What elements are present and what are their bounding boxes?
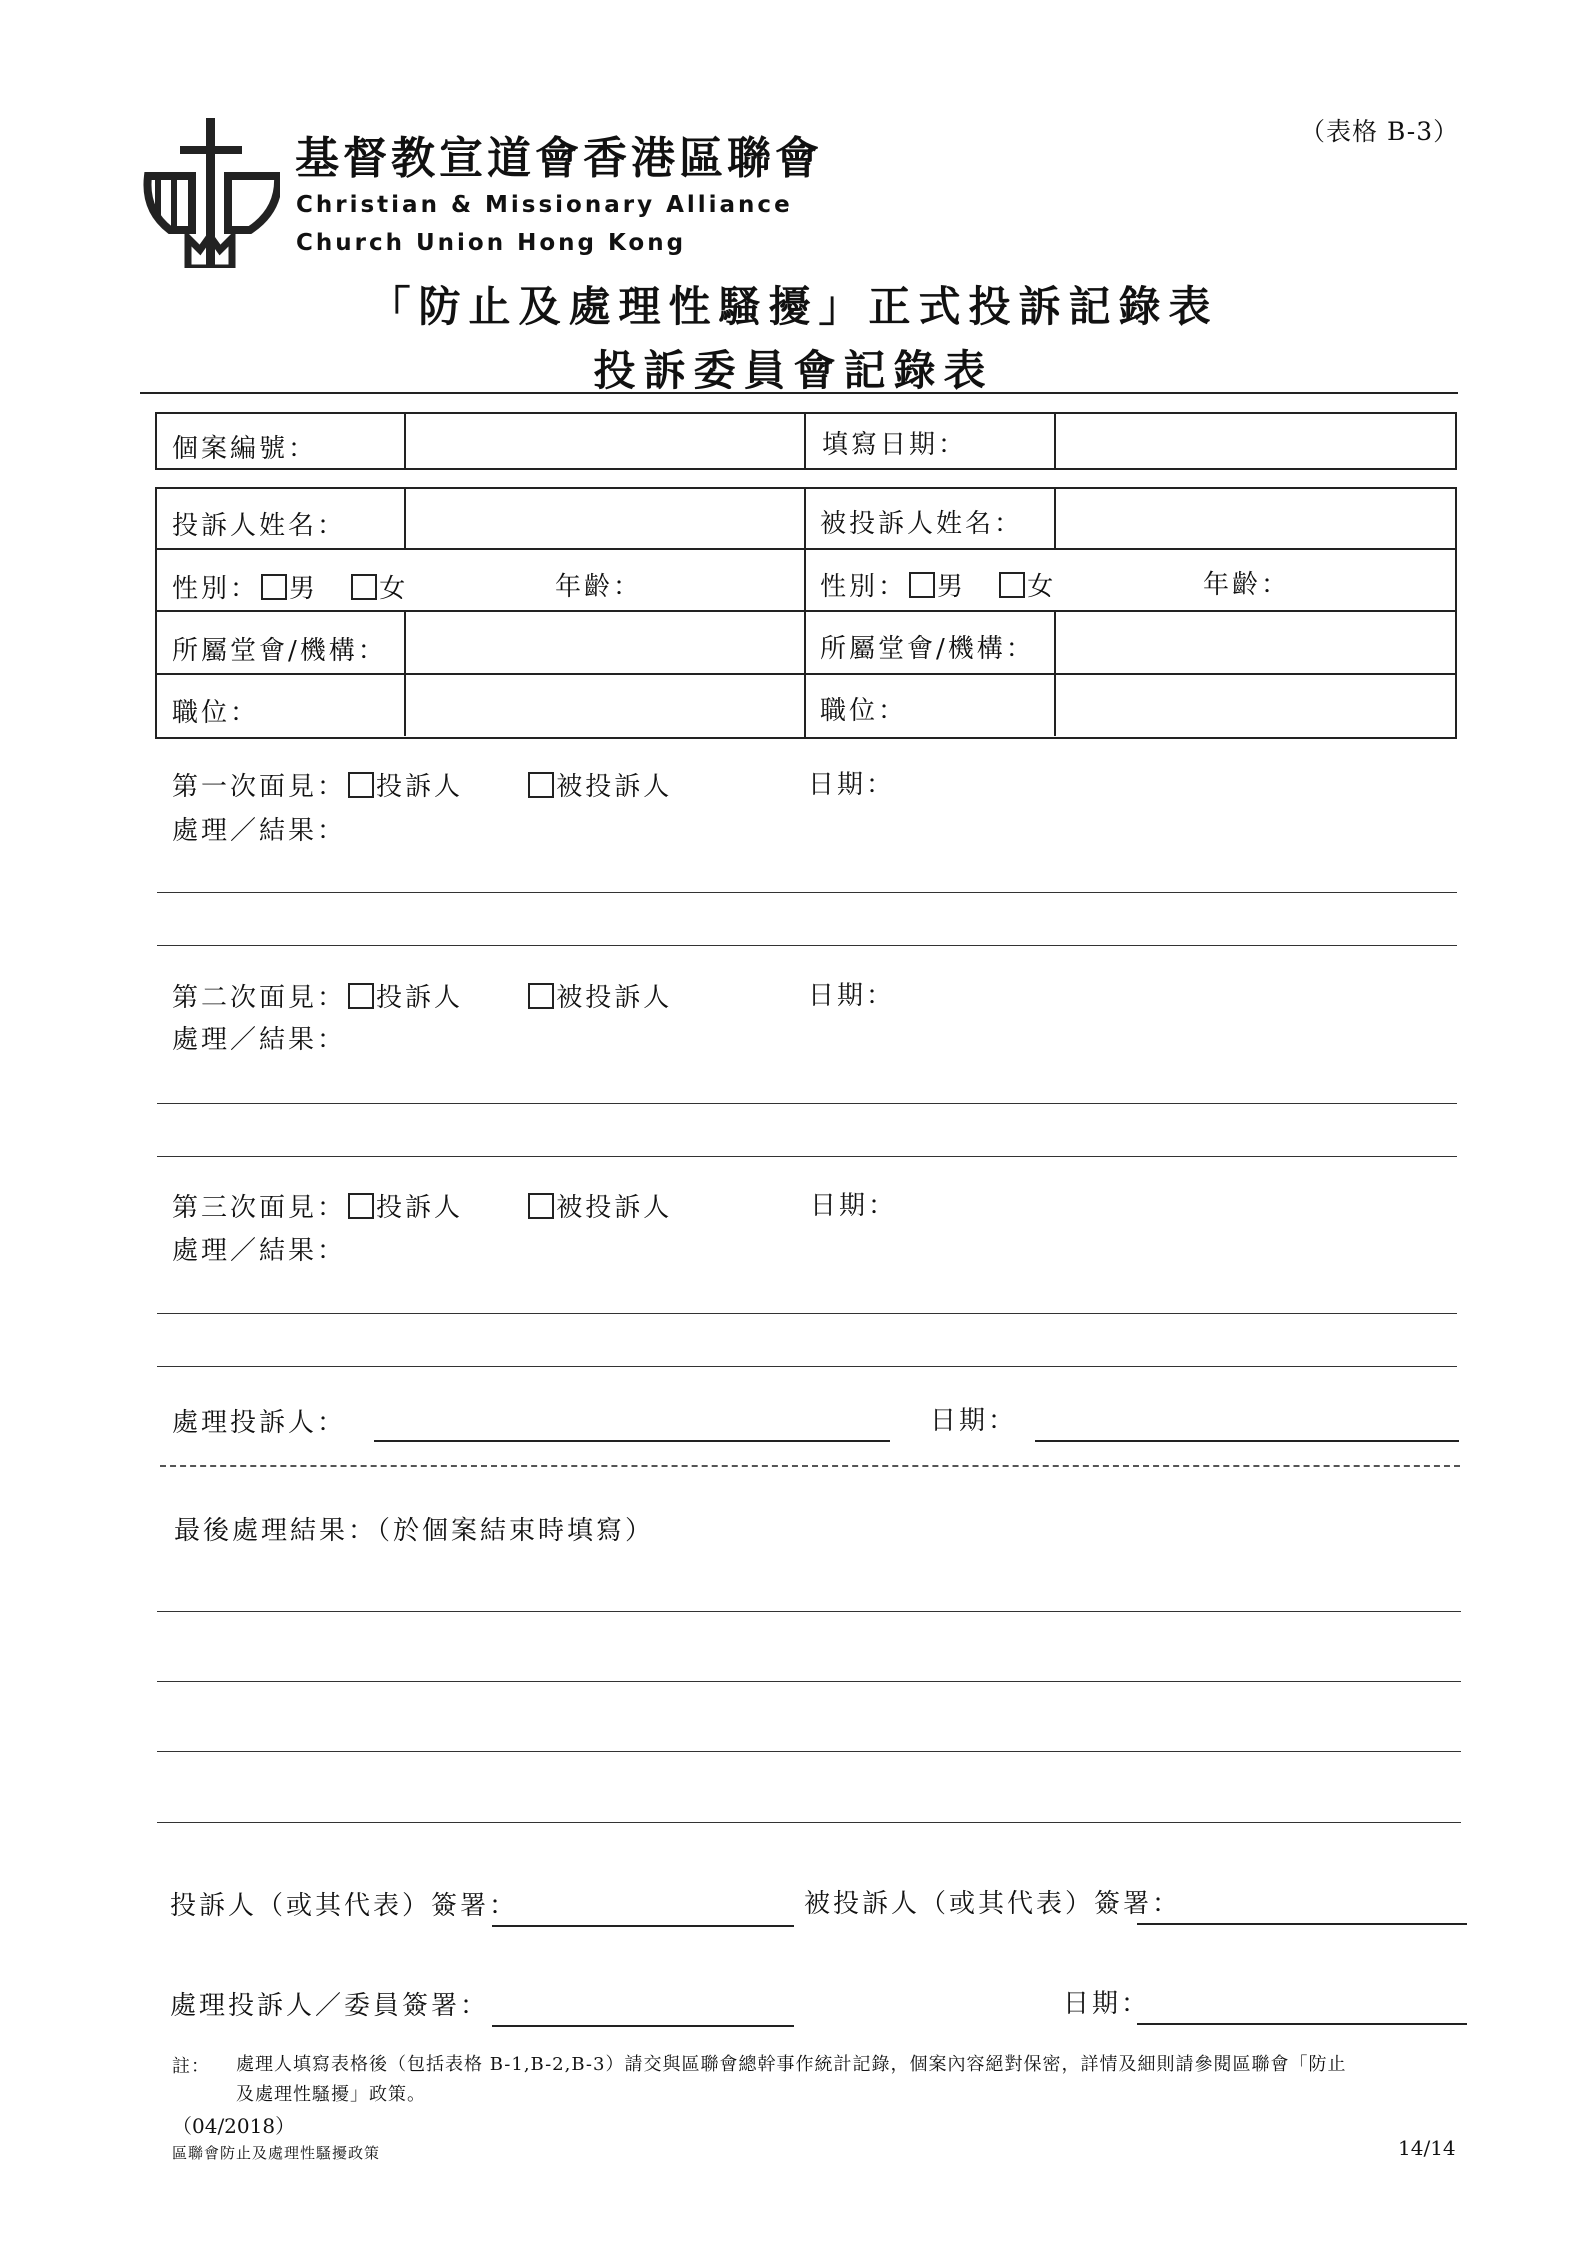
female-label: 女 [1027,572,1057,602]
complainant-name-label: 投訴人姓名： [172,511,347,541]
meeting-1-date-label: 日期： [808,770,896,800]
gender-label: 性別： [172,574,260,604]
meeting-2-complainant-label: 投訴人 [376,983,464,1013]
organization-logo [140,118,280,268]
note-prefix: 註： [172,2056,210,2077]
final-result-write-line[interactable] [157,1751,1461,1752]
note-line-2: 及處理性騷擾」政策。 [236,2084,426,2105]
meeting-3-date-label: 日期： [810,1191,898,1221]
page-number: 14/14 [1398,2136,1456,2160]
female-checkbox[interactable] [351,574,377,600]
meeting-1-respondent-label: 被投訴人 [556,772,673,802]
meeting-2-complainant-checkbox[interactable] [348,983,374,1009]
meeting-3-complainant-checkbox[interactable] [348,1193,374,1219]
meeting-2-write-line[interactable] [157,1103,1457,1104]
final-result-write-line[interactable] [157,1681,1461,1682]
footer-policy-name: 區聯會防止及處理性騷擾政策 [172,2144,381,2162]
form-code: （表格 B-3） [1300,117,1460,146]
meeting-3-label: 第三次面見： [172,1193,347,1223]
meeting-3-write-line[interactable] [157,1313,1457,1314]
meeting-2-label: 第二次面見： [172,983,347,1013]
handler-label: 處理投訴人： [172,1408,347,1438]
signature-date-field[interactable] [1137,2023,1467,2025]
handler-committee-signature-label: 處理投訴人／委員簽署： [170,1991,490,2021]
respondent-position-label: 職位： [820,696,908,726]
complainant-gender-row [172,568,408,605]
section-divider [160,1465,1460,1467]
complainant-name-field[interactable] [408,491,802,546]
meeting-1-row [172,766,672,803]
male-label: 男 [289,574,319,604]
meeting-1-respondent-checkbox[interactable] [528,772,554,798]
meeting-1-write-line[interactable] [157,945,1457,946]
fill-date-field[interactable] [1058,416,1452,464]
version-date: （04/2018） [172,2114,296,2138]
note-line-1: 處理人填寫表格後（包括表格 B-1,B-2,B-3）請交與區聯會總幹事作統計記錄，個案內容絕對保密，詳情及細則請參閱區聯會「防止 [236,2054,1347,2075]
meeting-2-date-label: 日期： [808,981,896,1011]
final-result-write-line[interactable] [157,1822,1461,1823]
respondent-signature-label: 被投訴人（或其代表）簽署： [804,1889,1182,1919]
form-subtitle: 投訴委員會記錄表 [593,346,994,395]
male-checkbox[interactable] [909,572,935,598]
meeting-3-respondent-checkbox[interactable] [528,1193,554,1219]
organization-name-chinese: 基督教宣道會香港區聯會 [295,133,823,184]
respondent-name-label: 被投訴人姓名： [820,509,1024,539]
handler-date-label: 日期： [930,1406,1018,1436]
respondent-name-field[interactable] [1058,491,1452,546]
form-title: 「防止及處理性騷擾」正式投訴記錄表 [368,282,1219,331]
fill-date-label: 填寫日期： [822,430,968,460]
gender-label: 性別： [820,572,908,602]
meeting-3-respondent-label: 被投訴人 [556,1193,673,1223]
respondent-church-field[interactable] [1058,614,1452,671]
meeting-3-row [172,1187,672,1224]
organization-name-english-line2: Church Union Hong Kong [296,230,687,256]
meeting-2-row [172,977,672,1014]
meeting-1-result-label: 處理／結果： [172,816,347,846]
male-label: 男 [937,572,967,602]
complainant-church-field[interactable] [408,614,802,671]
meeting-1-write-line[interactable] [157,892,1457,893]
organization-name-english-line1: Christian & Missionary Alliance [296,192,793,218]
meeting-1-complainant-label: 投訴人 [376,772,464,802]
meeting-2-respondent-label: 被投訴人 [556,983,673,1013]
complainant-signature-label: 投訴人（或其代表）簽署： [170,1891,519,1921]
complainant-church-label: 所屬堂會/機構： [172,636,387,666]
respondent-position-field[interactable] [1058,677,1452,733]
meeting-3-result-label: 處理／結果： [172,1236,347,1266]
meeting-1-complainant-checkbox[interactable] [348,772,374,798]
final-result-label: 最後處理結果：（於個案結束時填寫） [174,1516,655,1546]
complainant-position-label: 職位： [172,698,260,728]
male-checkbox[interactable] [261,574,287,600]
final-result-write-line[interactable] [157,1611,1461,1612]
meeting-2-respondent-checkbox[interactable] [528,983,554,1009]
complainant-signature-field[interactable] [492,1925,794,1927]
header-divider [140,392,1458,394]
handler-field[interactable] [374,1440,890,1442]
meeting-2-result-label: 處理／結果： [172,1025,347,1055]
respondent-church-label: 所屬堂會/機構： [820,634,1035,664]
respondent-gender-row [820,566,1056,603]
meeting-3-write-line[interactable] [157,1366,1457,1367]
respondent-signature-field[interactable] [1137,1923,1467,1925]
meeting-2-write-line[interactable] [157,1156,1457,1157]
case-number-field[interactable] [408,416,802,464]
female-checkbox[interactable] [999,572,1025,598]
handler-committee-signature-field[interactable] [492,2025,794,2027]
meeting-3-complainant-label: 投訴人 [376,1193,464,1223]
complainant-position-field[interactable] [408,677,802,733]
female-label: 女 [379,574,409,604]
handler-date-field[interactable] [1035,1440,1459,1442]
meeting-1-label: 第一次面見： [172,772,347,802]
complainant-age-label: 年齡： [555,572,643,602]
case-number-label: 個案編號： [172,434,318,464]
respondent-age-label: 年齡： [1203,570,1291,600]
signature-date-label: 日期： [1063,1989,1151,2019]
